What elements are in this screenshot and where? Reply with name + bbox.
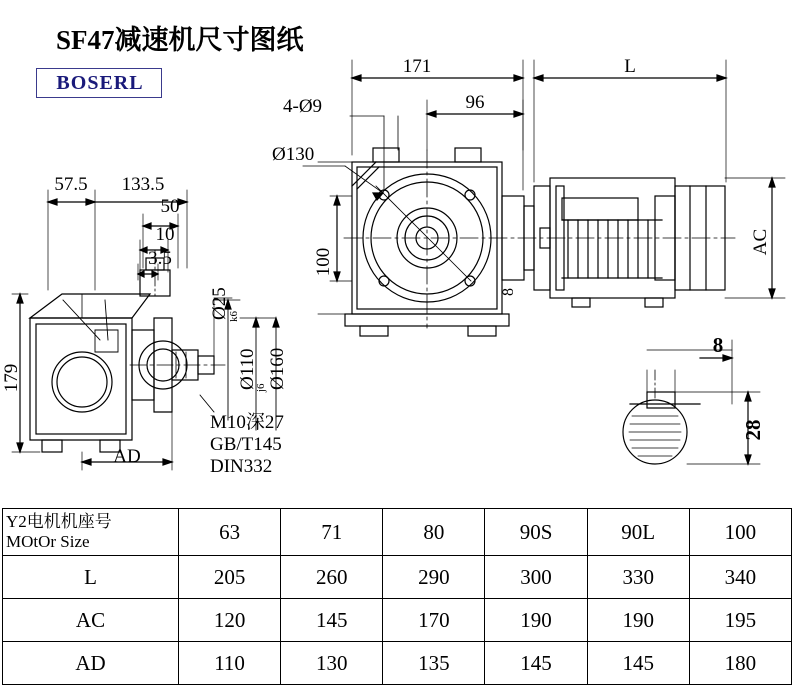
dim-50: 50 [160,196,180,217]
table-cell: 170 [383,599,485,642]
dim-8-detail: 8 [712,333,724,357]
dim-8-top: 8 [500,288,517,296]
table-cell: 120 [179,599,281,642]
table-cell: 260 [281,556,383,599]
dim-179: 179 [1,363,22,393]
dim-171: 171 [402,56,432,77]
table-cell: 130 [281,642,383,685]
table-cell: 180 [689,642,791,685]
table-row [3,556,792,599]
dim-L: L [624,56,636,77]
table-col-90s: 90S [485,509,587,556]
dim-d130: Ø130 [272,144,315,165]
table-cell: 290 [383,556,485,599]
page-title: SF47减速机尺寸图纸 [56,25,304,55]
dim-3-5: 3.5 [148,248,172,269]
table-cell: 340 [689,556,791,599]
table-cell: 110 [179,642,281,685]
table-col-90l: 90L [587,509,689,556]
note-din332: DIN332 [210,456,273,477]
table-cell: 190 [587,599,689,642]
dim-28: 28 [741,419,765,441]
table-cell: 205 [179,556,281,599]
table-cell: 300 [485,556,587,599]
motor-size-label-en: MOtOr Size [6,532,90,551]
dim-d25: Ø25 [209,287,230,320]
table-cell: 135 [383,642,485,685]
table-col-63: 63 [179,509,281,556]
table-rowhead-motor-size [3,509,179,556]
table-header-row [3,509,792,556]
table-cell: 145 [485,642,587,685]
dim-d25-tol: k6 [228,311,240,322]
table-cell: 190 [485,599,587,642]
dim-100: 100 [313,247,334,277]
table-row [3,642,792,685]
motor-size-label-cn: Y2电机机座号 [6,512,112,531]
dim-4xd9: 4-Ø9 [283,96,323,117]
dim-57-5: 57.5 [54,174,88,195]
table-col-100: 100 [689,509,791,556]
table-rowhead-AC: AC [3,599,179,642]
table-cell: 330 [587,556,689,599]
dim-d110-tol: j6 [255,383,267,392]
table-rowhead-AD: AD [3,642,179,685]
dim-d110: Ø110 [237,348,258,390]
table-row [3,599,792,642]
dim-AD: AD [113,446,141,467]
note-m10: M10深27 [210,412,284,433]
table-col-71: 71 [281,509,383,556]
table-cell: 195 [689,599,791,642]
table-cell: 145 [281,599,383,642]
note-gbt145: GB/T145 [210,434,282,455]
dimension-table [2,508,792,685]
table-cell: 145 [587,642,689,685]
dim-133-5: 133.5 [121,174,165,195]
dim-10: 10 [155,224,175,245]
dim-96: 96 [465,92,485,113]
dim-AC: AC [750,228,771,256]
brand-logo-label: BOSERL [56,72,144,94]
table-col-80: 80 [383,509,485,556]
dim-d160: Ø160 [267,347,288,390]
table-rowhead-L: L [3,556,179,599]
